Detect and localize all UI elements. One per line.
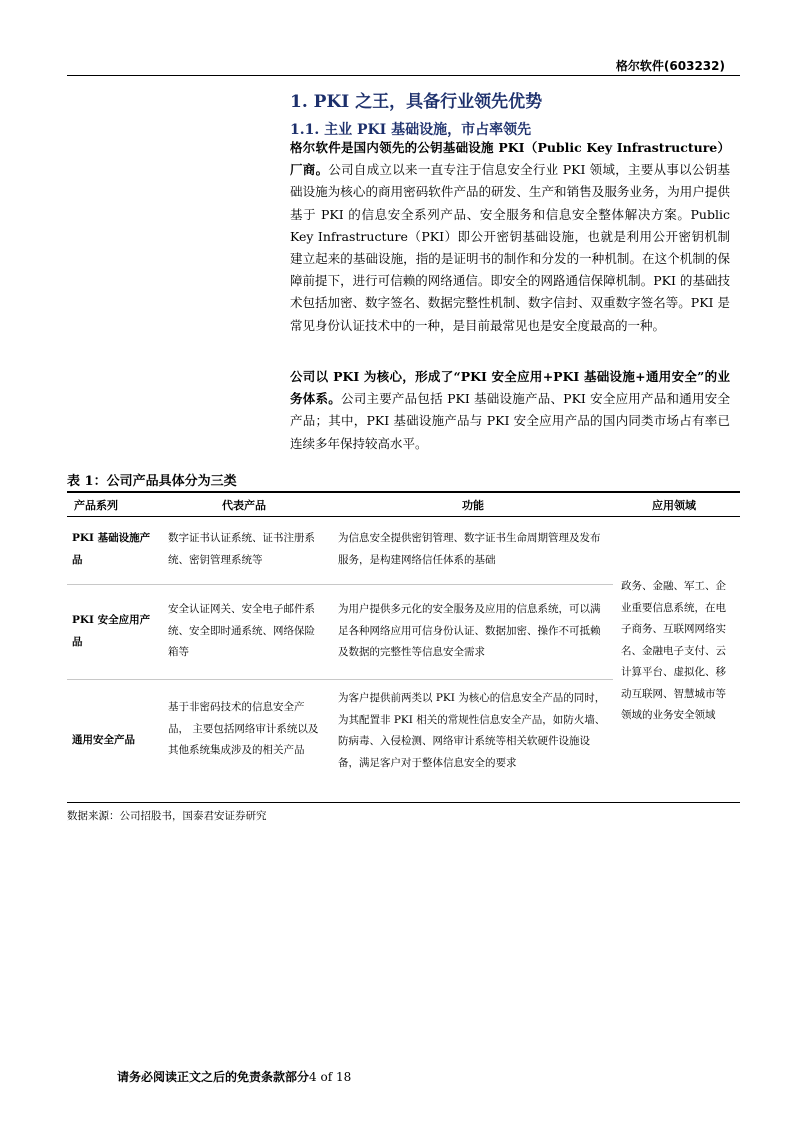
table-row-1-category: PKI 基础设施产品 [72, 532, 151, 566]
table-header-function: 功能 [462, 499, 484, 512]
footer [117, 1068, 351, 1085]
header-company: 格尔软件(603232) [615, 59, 725, 73]
table-row-3-function: 为客户提供前两类以 PKI 为核心的信息安全产品的同时，为其配置非 PKI 相关的常规性信息安全产品，如防火墙、防病毒、入侵检测、网络审计系统等相关软硬件设施设备，满足客户对于整体信息安全的要求 [338, 692, 606, 769]
table-header-category: 产品系列 [74, 499, 118, 512]
table-top-rule [67, 491, 740, 493]
subsection-title: 1.1. 主业 PKI 基础设施，市占率领先 [290, 122, 532, 138]
table-row-3-category: 通用安全产品 [72, 734, 135, 746]
paragraph-intro [290, 137, 730, 337]
paragraph-business-body: 公司主要产品包括 PKI 基础设施产品、PKI 安全应用产品和通用安全产品；其中，PKI 基础设施产品与 PKI 安全应用产品的国内同类市场占有率已连续多年保持较高水平。 [290, 391, 730, 451]
paragraph-business [290, 366, 730, 455]
paragraph-intro-body: 公司自成立以来一直专注于信息安全行业 PKI 领域，主要从事以公钥基础设施为核心的商用密码软件产品的研发、生产和销售及服务业务，为用户提供基于 PKI 的信息安全系列产品、安全服务和信息安全整体解决方案。Public Key Infrastructure（PKI）即公开密钥基础设施，也就是利用公开密钥机制建立起来的基础设施，指的是证明书的制作和分发的一种机制。在这个机制的保障前提下，进行可信赖的网络通信。即安全的网路通信保障机制。PKI 的基础技术包括加密、数字签名、数据完整性机制、数字信封、双重数字签名等。PKI 是常见身份认证技术中的一种，是目前最常见也是安全度最高的一种。 [290, 162, 730, 333]
table-caption: 表 1：公司产品具体分为三类 [67, 474, 237, 489]
footer-disclaimer: 请务必阅读正文之后的免责条款部分 [117, 1070, 310, 1084]
table-row-3-products: 基于非密码技术的信息安全产品， 主要包括网络审计系统以及其他系统集成涉及的相关产品 [168, 701, 319, 756]
header-rule [67, 75, 740, 76]
table-domain-cell: 政务、金融、军工、企业重要信息系统，在电子商务、互联网网络实名、金融电子支付、云计算平台、虚拟化、移动互联网、智慧城市等领域的业务安全领域 [621, 580, 726, 721]
table-row-2-category: PKI 安全应用产品 [72, 614, 151, 648]
table-header-domain: 应用领域 [652, 499, 696, 512]
table-row-2-products: 安全认证网关、安全电子邮件系统、安全即时通系统、网络保险箱等 [168, 603, 315, 658]
page-number: 4 of 18 [309, 1070, 352, 1084]
table-row-separator [67, 584, 613, 585]
table-row-1-products: 数字证书认证系统、证书注册系统、密钥管理系统等 [168, 532, 315, 566]
table-row-separator [67, 679, 613, 680]
table-header-rule [67, 516, 740, 517]
table-row-1-function: 为信息安全提供密钥管理、数字证书生命周期管理及发布服务，是构建网络信任体系的基础 [338, 532, 601, 566]
table-bottom-rule [67, 802, 740, 803]
table-header-products: 代表产品 [222, 499, 266, 512]
paragraph-intro-lead: 格尔软件是国内领先的公钥基础设施 PKI（Public Key Infrastructure）厂商。 [290, 140, 730, 178]
section-title: 1. PKI 之王，具备行业领先优势 [290, 92, 543, 112]
table-row-2-function: 为用户提供多元化的安全服务及应用的信息系统，可以满足各种网络应用可信身份认证、数据加密、操作不可抵赖及数据的完整性等信息安全需求 [338, 603, 601, 658]
table-source-note: 数据来源：公司招股书，国泰君安证券研究 [67, 810, 267, 822]
paragraph-business-lead: 公司以 PKI 为核心，形成了“PKI 安全应用+PKI 基础设施+通用安全”的业务体系。 [290, 369, 730, 407]
